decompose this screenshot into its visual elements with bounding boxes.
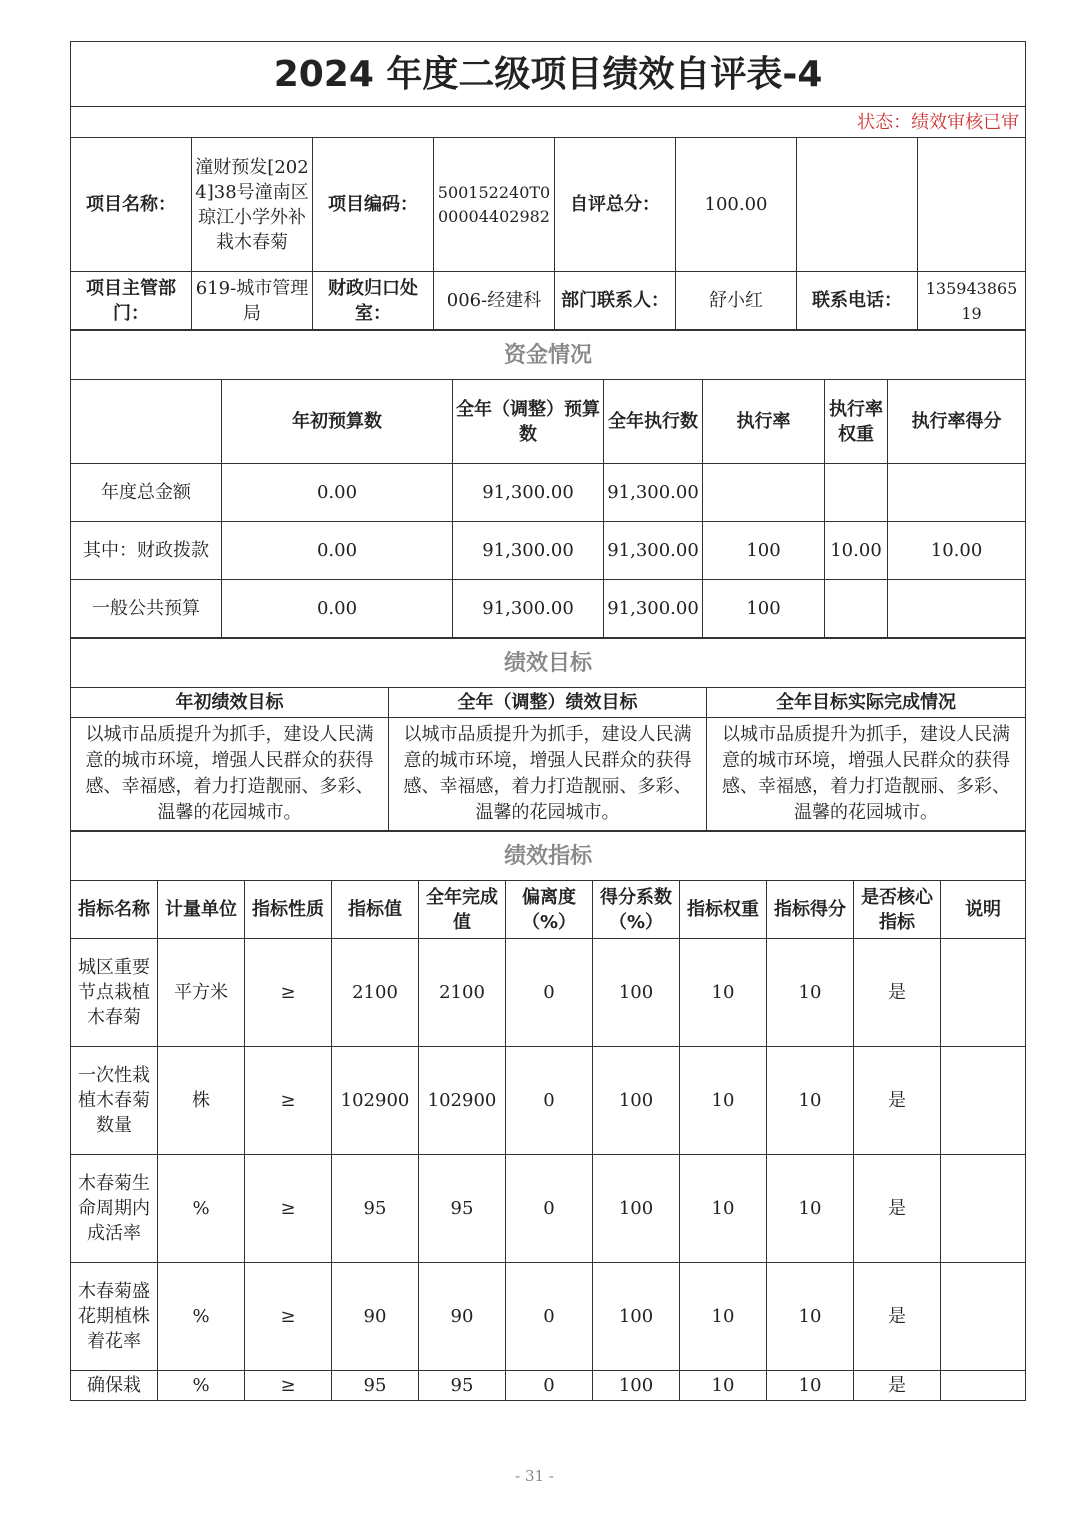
indicator-header: 指标得分 [767, 881, 854, 939]
indicator-header: 是否核心指标 [854, 881, 941, 939]
funds-cell: 10.00 [888, 522, 1026, 580]
indicator-cell: 是 [854, 1263, 941, 1371]
funds-header [71, 380, 222, 464]
page-number: - 31 - [515, 1467, 554, 1485]
table-row [71, 939, 1026, 1047]
indicator-cell: 0 [506, 1047, 593, 1155]
indicator-cell: 株 [158, 1047, 245, 1155]
table-row [71, 1263, 1026, 1371]
indicator-cell: 2100 [419, 939, 506, 1047]
indicator-cell: 0 [506, 1263, 593, 1371]
funds-cell [703, 464, 825, 522]
funds-cell: 0.00 [222, 522, 453, 580]
funds-cell [888, 580, 1026, 638]
indicator-cell: 10 [767, 1371, 854, 1401]
indicator-cell: 10 [767, 1047, 854, 1155]
indicators-section-title: 绩效指标 [71, 832, 1026, 881]
funds-cell: 91,300.00 [453, 522, 604, 580]
indicator-cell: 木春菊盛花期植株着花率 [71, 1263, 158, 1371]
funds-cell: 0.00 [222, 580, 453, 638]
indicator-cell: 100 [593, 1155, 680, 1263]
goals-section-title: 绩效目标 [71, 639, 1026, 688]
indicator-cell: 是 [854, 1155, 941, 1263]
indicator-cell: 102900 [332, 1047, 419, 1155]
indicator-header: 指标名称 [71, 881, 158, 939]
indicator-cell: 10 [680, 1155, 767, 1263]
indicator-cell [941, 1047, 1026, 1155]
indicator-cell: 100 [593, 1047, 680, 1155]
goals-header: 全年（调整）绩效目标 [389, 688, 707, 718]
indicator-cell [941, 1263, 1026, 1371]
funds-header: 执行率得分 [888, 380, 1026, 464]
project-code-value: 500152240T000004402982 [434, 138, 555, 272]
funds-header: 全年执行数 [604, 380, 703, 464]
funds-cell: 其中：财政拨款 [71, 522, 222, 580]
funds-header: 执行率权重 [825, 380, 888, 464]
score-value: 100.00 [676, 138, 797, 272]
dept-label: 项目主管部门： [71, 272, 192, 330]
funds-cell: 91,300.00 [604, 580, 703, 638]
indicator-cell: 是 [854, 1047, 941, 1155]
table-row [71, 580, 1026, 638]
goals-table [70, 638, 1026, 831]
funds-cell: 91,300.00 [453, 464, 604, 522]
indicator-cell: 95 [419, 1371, 506, 1401]
indicator-cell: ≥ [245, 1047, 332, 1155]
table-row [71, 1371, 1026, 1401]
indicator-cell: 95 [419, 1155, 506, 1263]
indicator-cell: 100 [593, 1371, 680, 1401]
status-badge: 状态：绩效审核已审 [71, 107, 1026, 138]
indicator-cell: 95 [332, 1371, 419, 1401]
funds-cell: 一般公共预算 [71, 580, 222, 638]
indicator-cell: % [158, 1155, 245, 1263]
indicator-header: 计量单位 [158, 881, 245, 939]
indicator-cell: 100 [593, 939, 680, 1047]
indicator-header: 指标值 [332, 881, 419, 939]
indicator-cell [941, 1371, 1026, 1401]
indicator-cell: 0 [506, 1371, 593, 1401]
project-name-value: 潼财预发[2024]38号潼南区琼江小学外补栽木春菊 [192, 138, 313, 272]
funds-header: 执行率 [703, 380, 825, 464]
indicator-cell: 一次性栽植木春菊数量 [71, 1047, 158, 1155]
evaluation-sheet [70, 41, 1025, 1401]
indicator-header: 偏离度（%） [506, 881, 593, 939]
funds-cell [888, 464, 1026, 522]
finance-value: 006-经建科 [434, 272, 555, 330]
indicator-cell: 95 [332, 1155, 419, 1263]
contact-value: 舒小红 [676, 272, 797, 330]
goal-text: 以城市品质提升为抓手，建设人民满意的城市环境，增强人民群众的获得感、幸福感，着力打造靓丽、多彩、温馨的花园城市。 [707, 718, 1026, 831]
indicator-header: 全年完成值 [419, 881, 506, 939]
indicator-header: 说明 [941, 881, 1026, 939]
indicator-cell: 10 [680, 1371, 767, 1401]
info-table [70, 41, 1026, 330]
funds-cell [825, 580, 888, 638]
funds-section-title: 资金情况 [71, 331, 1026, 380]
indicator-cell: 102900 [419, 1047, 506, 1155]
indicator-cell: 100 [593, 1263, 680, 1371]
indicator-cell: 是 [854, 939, 941, 1047]
indicator-cell: 90 [419, 1263, 506, 1371]
page-title: 2024 年度二级项目绩效自评表-4 [71, 42, 1026, 107]
indicator-cell: 10 [680, 939, 767, 1047]
indicator-cell: 2100 [332, 939, 419, 1047]
indicator-cell: 10 [767, 1155, 854, 1263]
indicator-cell [941, 1155, 1026, 1263]
indicator-cell: 确保栽 [71, 1371, 158, 1401]
empty-cell [797, 138, 918, 272]
indicator-cell: % [158, 1371, 245, 1401]
funds-header: 年初预算数 [222, 380, 453, 464]
funds-table [70, 330, 1026, 638]
funds-header: 全年（调整）预算数 [453, 380, 604, 464]
indicator-cell: 0 [506, 939, 593, 1047]
funds-cell: 91,300.00 [604, 522, 703, 580]
indicator-cell: 10 [767, 1263, 854, 1371]
project-name-label: 项目名称： [71, 138, 192, 272]
table-row [71, 1047, 1026, 1155]
goals-header: 年初绩效目标 [71, 688, 389, 718]
goals-header: 全年目标实际完成情况 [707, 688, 1026, 718]
indicator-cell: 10 [680, 1263, 767, 1371]
indicator-cell: 城区重要节点栽植木春菊 [71, 939, 158, 1047]
indicator-cell: ≥ [245, 1155, 332, 1263]
goal-text: 以城市品质提升为抓手，建设人民满意的城市环境，增强人民群众的获得感、幸福感，着力打造靓丽、多彩、温馨的花园城市。 [71, 718, 389, 831]
indicator-header: 得分系数（%） [593, 881, 680, 939]
project-code-label: 项目编码： [313, 138, 434, 272]
indicator-cell: ≥ [245, 1371, 332, 1401]
contact-label: 部门联系人： [555, 272, 676, 330]
empty-cell [918, 138, 1026, 272]
funds-cell: 100 [703, 580, 825, 638]
indicator-header: 指标性质 [245, 881, 332, 939]
indicator-cell: ≥ [245, 1263, 332, 1371]
table-row [71, 1155, 1026, 1263]
indicator-cell: ≥ [245, 939, 332, 1047]
funds-cell: 91,300.00 [453, 580, 604, 638]
indicator-cell: 平方米 [158, 939, 245, 1047]
indicator-cell: 10 [767, 939, 854, 1047]
finance-label: 财政归口处室： [313, 272, 434, 330]
indicator-cell: 0 [506, 1155, 593, 1263]
funds-cell: 10.00 [825, 522, 888, 580]
dept-value: 619-城市管理局 [192, 272, 313, 330]
indicator-cell: 90 [332, 1263, 419, 1371]
phone-label: 联系电话： [797, 272, 918, 330]
funds-cell: 年度总金额 [71, 464, 222, 522]
indicators-table [70, 831, 1026, 1401]
indicator-cell: % [158, 1263, 245, 1371]
goal-text: 以城市品质提升为抓手，建设人民满意的城市环境，增强人民群众的获得感、幸福感，着力打造靓丽、多彩、温馨的花园城市。 [389, 718, 707, 831]
indicator-cell: 是 [854, 1371, 941, 1401]
score-label: 自评总分： [555, 138, 676, 272]
indicator-cell: 10 [680, 1047, 767, 1155]
funds-cell: 91,300.00 [604, 464, 703, 522]
funds-cell [825, 464, 888, 522]
indicator-cell: 木春菊生命周期内成活率 [71, 1155, 158, 1263]
indicator-cell [941, 939, 1026, 1047]
table-row [71, 464, 1026, 522]
table-row [71, 522, 1026, 580]
funds-cell: 100 [703, 522, 825, 580]
phone-value: 13594386519 [918, 272, 1026, 330]
indicator-header: 指标权重 [680, 881, 767, 939]
funds-cell: 0.00 [222, 464, 453, 522]
